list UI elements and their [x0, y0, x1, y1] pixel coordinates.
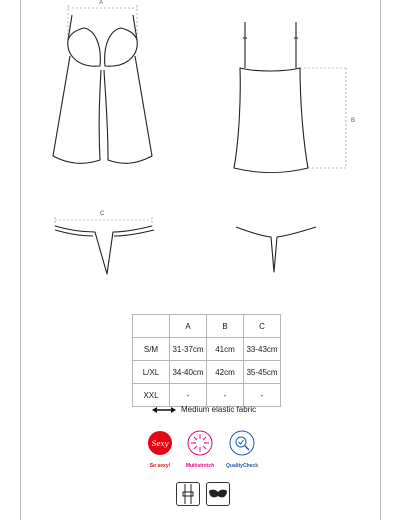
table-row: [133, 338, 281, 361]
dimension-c-label: C: [100, 211, 105, 217]
table-header-row: [133, 315, 281, 338]
size-table: [132, 314, 281, 407]
table-cell: XXL: [133, 384, 170, 407]
table-header-cell: C: [244, 315, 281, 338]
badge-label: Multistretch: [185, 463, 215, 469]
table-cell: -: [244, 384, 281, 407]
table-header-cell: B: [207, 315, 244, 338]
table-cell: 33-43cm: [244, 338, 281, 361]
table-row: [133, 361, 281, 384]
thong-back-drawing: [236, 227, 316, 272]
quality-check-icon: [229, 430, 255, 456]
dimension-a-label: A: [99, 0, 104, 6]
strap-adjust-icon: [176, 482, 200, 506]
fabric-note: [151, 405, 256, 414]
thong-front-drawing: [55, 226, 154, 274]
table-header-cell: [133, 315, 170, 338]
double-arrow-icon: [151, 406, 177, 414]
table-header-cell: A: [170, 315, 207, 338]
dimension-b-label: B: [351, 118, 356, 124]
dim-c-line: [55, 217, 152, 228]
dim-a-line: [68, 5, 137, 40]
multistretch-icon: [187, 430, 213, 456]
table-row: [133, 384, 281, 407]
badge-so-sexy: [140, 430, 180, 469]
svg-text:Sexy: Sexy: [151, 440, 169, 448]
babydoll-back-drawing: [234, 22, 308, 173]
table-cell: 34-40cm: [170, 361, 207, 384]
table-cell: 31-37cm: [170, 338, 207, 361]
table-cell: L/XL: [133, 361, 170, 384]
table-cell: S/M: [133, 338, 170, 361]
badge-quality-check: [222, 430, 262, 469]
padded-cups-glyph: [207, 483, 229, 505]
strap-adjust-glyph: [177, 483, 199, 505]
table-cell: 35-45cm: [244, 361, 281, 384]
table-cell: -: [170, 384, 207, 407]
dim-b-line: [300, 68, 346, 168]
badge-label: QualityCheck: [226, 463, 258, 469]
fabric-note-text: Medium elastic fabric: [181, 405, 257, 414]
table-cell: -: [207, 384, 244, 407]
sexy-icon: [147, 430, 173, 456]
table-cell: 41cm: [207, 338, 244, 361]
table-cell: 42cm: [207, 361, 244, 384]
padded-cups-icon: [206, 482, 230, 506]
badge-label: So sexy!: [149, 463, 171, 469]
badge-multistretch: [180, 430, 220, 469]
